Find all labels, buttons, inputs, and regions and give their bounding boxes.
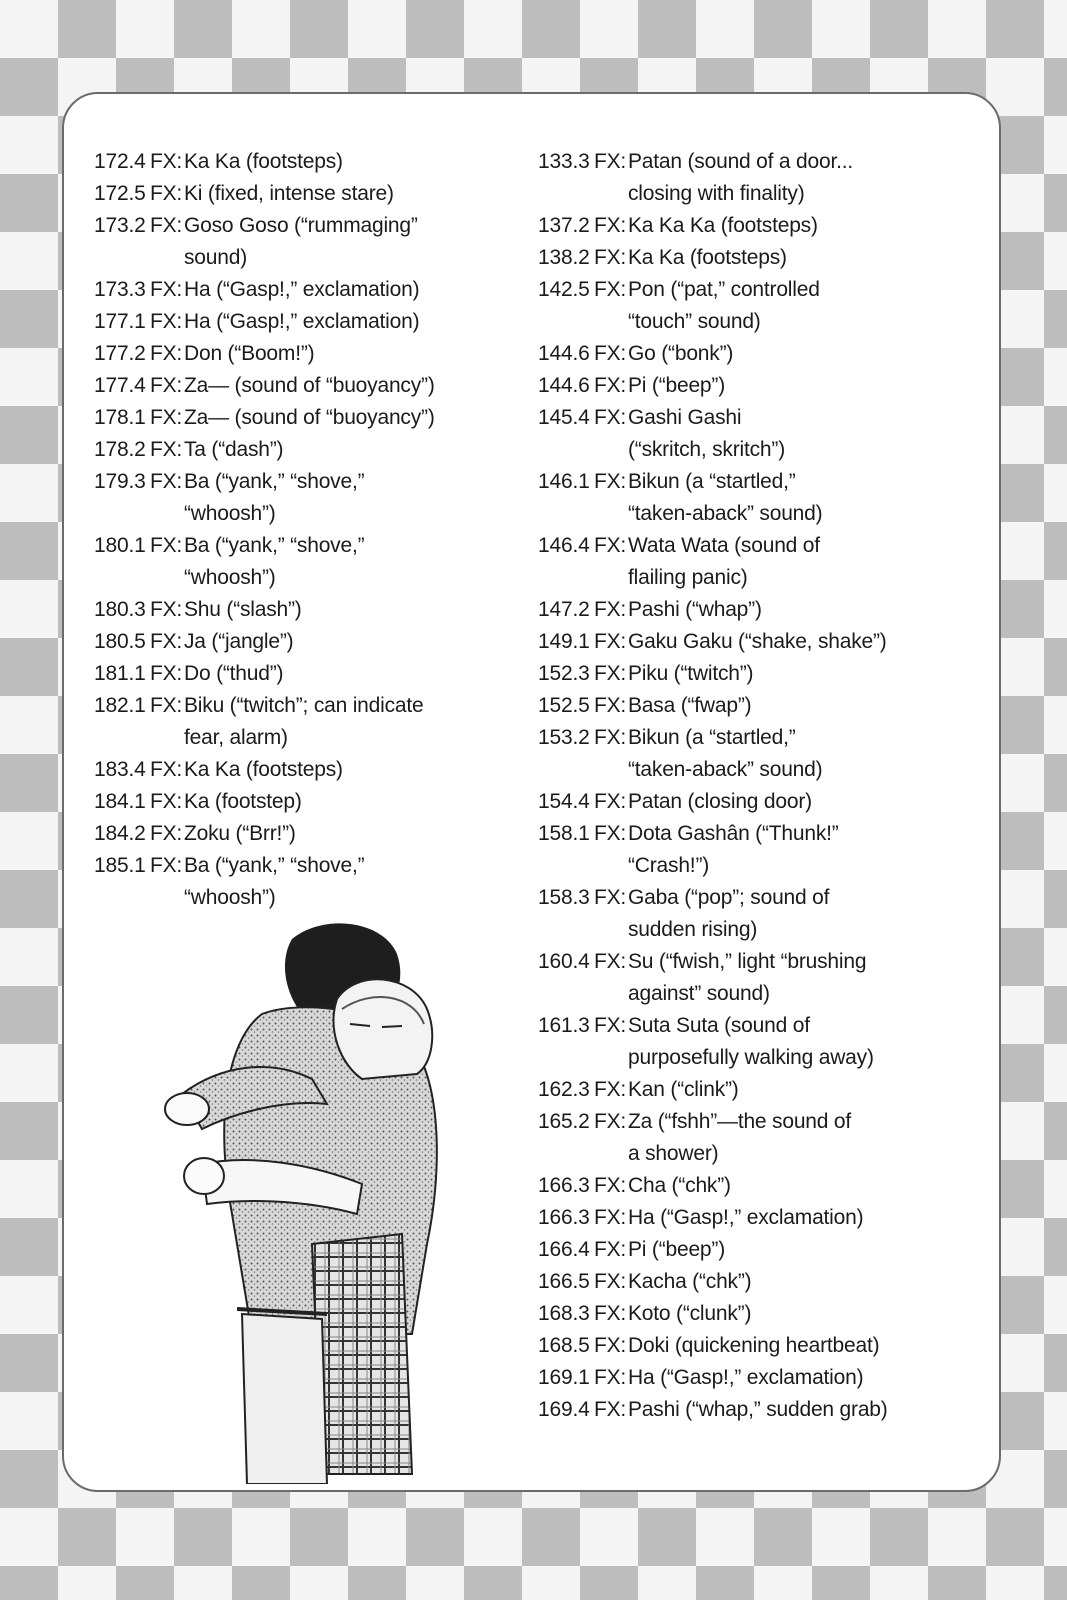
- fx-label: FX:: [594, 1366, 627, 1389]
- sound-effect-description: Cha (“chk”): [628, 1174, 731, 1197]
- page-panel-number: 177.1: [94, 310, 146, 333]
- fx-label: FX:: [594, 374, 627, 397]
- glossary-entry: [538, 1106, 988, 1170]
- fx-label: FX:: [594, 1014, 627, 1037]
- page-panel-number: 145.4: [538, 406, 590, 429]
- sound-effect-description: Za— (sound of “buoyancy”): [184, 374, 435, 397]
- page-panel-number: 173.3: [94, 278, 146, 301]
- page-panel-number: 138.2: [538, 246, 590, 269]
- fx-label: FX:: [150, 854, 183, 877]
- fx-label: FX:: [594, 342, 627, 365]
- glossary-entry: [94, 210, 504, 274]
- glossary-entry: [94, 626, 504, 658]
- glossary-entry: [538, 658, 988, 690]
- sound-effect-description: Wata Wata (sound of flailing panic): [628, 534, 820, 589]
- page-panel-number: 168.5: [538, 1334, 590, 1357]
- glossary-entry: [94, 306, 504, 338]
- sound-effect-description: Ka Ka Ka (footsteps): [628, 214, 818, 237]
- glossary-entry: [538, 818, 988, 882]
- right-column: [538, 146, 988, 1426]
- glossary-entry: [94, 146, 504, 178]
- sound-effect-description: Piku (“twitch”): [628, 662, 754, 685]
- glossary-entry: [538, 1330, 988, 1362]
- fx-label: FX:: [594, 534, 627, 557]
- sound-effect-description: Ka Ka (footsteps): [184, 150, 343, 173]
- glossary-entry: [94, 594, 504, 626]
- glossary-entry: [538, 1170, 988, 1202]
- fx-label: FX:: [150, 630, 183, 653]
- glossary-entry: [94, 530, 504, 594]
- page-panel-number: 177.4: [94, 374, 146, 397]
- sound-effect-description: Pashi (“whap”): [628, 598, 762, 621]
- fx-label: FX:: [594, 790, 627, 813]
- glossary-entry: [94, 466, 504, 530]
- fx-label: FX:: [594, 950, 627, 973]
- glossary-entry: [94, 850, 504, 914]
- fx-label: FX:: [150, 598, 183, 621]
- glossary-entry: [538, 274, 988, 338]
- left-column: [94, 146, 504, 914]
- fx-label: FX:: [150, 214, 183, 237]
- page-panel-number: 162.3: [538, 1078, 590, 1101]
- page-panel-number: 158.1: [538, 822, 590, 845]
- glossary-entry: [94, 402, 504, 434]
- glossary-entry: [94, 178, 504, 210]
- sound-effect-description: Ka (footstep): [184, 790, 302, 813]
- glossary-entry: [538, 786, 988, 818]
- fx-label: FX:: [150, 374, 183, 397]
- sound-effect-description: Kacha (“chk”): [628, 1270, 752, 1293]
- glossary-entry: [94, 434, 504, 466]
- fx-label: FX:: [594, 1078, 627, 1101]
- glossary-entry: [94, 690, 504, 754]
- page-panel-number: 146.4: [538, 534, 590, 557]
- sound-effect-description: Do (“thud”): [184, 662, 284, 685]
- sound-effect-description: Zoku (“Brr!”): [184, 822, 296, 845]
- glossary-card: [62, 92, 1001, 1492]
- page-panel-number: 177.2: [94, 342, 146, 365]
- sound-effect-description: Ki (fixed, intense stare): [184, 182, 394, 205]
- glossary-entry: [538, 946, 988, 1010]
- glossary-entry: [538, 210, 988, 242]
- fx-label: FX:: [594, 406, 627, 429]
- fx-label: FX:: [594, 1334, 627, 1357]
- sound-effect-description: Pashi (“whap,” sudden grab): [628, 1398, 888, 1421]
- glossary-entry: [538, 594, 988, 626]
- sound-effect-description: Gaba (“pop”; sound of sudden rising): [628, 886, 830, 941]
- glossary-entry: [538, 626, 988, 658]
- fx-label: FX:: [150, 790, 183, 813]
- page-panel-number: 179.3: [94, 470, 146, 493]
- page-panel-number: 165.2: [538, 1110, 590, 1133]
- page-panel-number: 180.3: [94, 598, 146, 621]
- sound-effect-description: Ha (“Gasp!,” exclamation): [184, 310, 420, 333]
- page-panel-number: 183.4: [94, 758, 146, 781]
- page-panel-number: 166.3: [538, 1174, 590, 1197]
- sound-effect-description: Biku (“twitch”; can indicate fear, alarm): [184, 694, 424, 749]
- fx-label: FX:: [594, 694, 627, 717]
- page-panel-number: 158.3: [538, 886, 590, 909]
- glossary-entry: [538, 1362, 988, 1394]
- fx-label: FX:: [150, 182, 183, 205]
- fx-label: FX:: [150, 150, 183, 173]
- page-panel-number: 178.1: [94, 406, 146, 429]
- page-panel-number: 152.5: [538, 694, 590, 717]
- page-panel-number: 169.1: [538, 1366, 590, 1389]
- fx-label: FX:: [594, 726, 627, 749]
- glossary-entry: [538, 402, 988, 466]
- sound-effect-description: Ta (“dash”): [184, 438, 284, 461]
- fx-label: FX:: [594, 662, 627, 685]
- page-panel-number: 166.3: [538, 1206, 590, 1229]
- sound-effect-description: Gashi Gashi (“skritch, skritch”): [628, 406, 785, 461]
- fx-label: FX:: [150, 662, 183, 685]
- sound-effect-description: Dota Gashân (“Thunk!” “Crash!”): [628, 822, 839, 877]
- page-panel-number: 184.1: [94, 790, 146, 813]
- page-panel-number: 137.2: [538, 214, 590, 237]
- glossary-entry: [538, 338, 988, 370]
- page-panel-number: 149.1: [538, 630, 590, 653]
- sound-effect-description: Basa (“fwap”): [628, 694, 752, 717]
- sound-effect-description: Go (“bonk”): [628, 342, 734, 365]
- fx-label: FX:: [594, 246, 627, 269]
- embrace-illustration: [112, 914, 492, 1484]
- glossary-entry: [538, 1394, 988, 1426]
- glossary-entry: [538, 1202, 988, 1234]
- fx-label: FX:: [594, 150, 627, 173]
- sound-effect-description: Ba (“yank,” “shove,” “whoosh”): [184, 854, 365, 909]
- glossary-entry: [538, 146, 988, 210]
- fx-label: FX:: [150, 438, 183, 461]
- sound-effect-description: Ja (“jangle”): [184, 630, 294, 653]
- page-panel-number: 180.1: [94, 534, 146, 557]
- sound-effect-description: Shu (“slash”): [184, 598, 302, 621]
- glossary-entry: [538, 690, 988, 722]
- glossary-entry: [538, 1298, 988, 1330]
- sound-effect-description: Za (“fshh”—the sound of a shower): [628, 1110, 852, 1165]
- glossary-entry: [94, 274, 504, 306]
- fx-label: FX:: [150, 694, 183, 717]
- page-panel-number: 178.2: [94, 438, 146, 461]
- page-panel-number: 168.3: [538, 1302, 590, 1325]
- glossary-entry: [538, 370, 988, 402]
- page-panel-number: 154.4: [538, 790, 590, 813]
- glossary-entry: [538, 722, 988, 786]
- glossary-entry: [94, 786, 504, 818]
- glossary-entry: [94, 370, 504, 402]
- sound-effect-description: Ha (“Gasp!,” exclamation): [628, 1366, 864, 1389]
- fx-label: FX:: [594, 214, 627, 237]
- glossary-entry: [94, 658, 504, 690]
- sound-effect-description: Patan (closing door): [628, 790, 812, 813]
- page-panel-number: 152.3: [538, 662, 590, 685]
- sound-effect-description: Bikun (a “startled,” “taken-aback” sound): [628, 470, 823, 525]
- fx-label: FX:: [594, 886, 627, 909]
- fx-label: FX:: [150, 342, 183, 365]
- fx-label: FX:: [594, 1110, 627, 1133]
- glossary-entry: [538, 882, 988, 946]
- fx-label: FX:: [594, 470, 627, 493]
- sound-effect-description: Ba (“yank,” “shove,” “whoosh”): [184, 470, 365, 525]
- page-panel-number: 144.6: [538, 342, 590, 365]
- page-panel-number: 153.2: [538, 726, 590, 749]
- fx-label: FX:: [150, 406, 183, 429]
- glossary-entry: [94, 818, 504, 850]
- sound-effect-description: Ha (“Gasp!,” exclamation): [184, 278, 420, 301]
- fx-label: FX:: [594, 1270, 627, 1293]
- glossary-entry: [538, 466, 988, 530]
- fx-label: FX:: [594, 1174, 627, 1197]
- sound-effect-description: Doki (quickening heartbeat): [628, 1334, 880, 1357]
- page-panel-number: 166.4: [538, 1238, 590, 1261]
- glossary-entry: [538, 242, 988, 274]
- sound-effect-description: Ka Ka (footsteps): [628, 246, 787, 269]
- fx-label: FX:: [150, 470, 183, 493]
- glossary-entry: [538, 1010, 988, 1074]
- page-panel-number: 147.2: [538, 598, 590, 621]
- sound-effect-description: Su (“fwish,” light “brushing against” sound): [628, 950, 867, 1005]
- fx-label: FX:: [594, 278, 627, 301]
- sound-effect-description: Bikun (a “startled,” “taken-aback” sound): [628, 726, 823, 781]
- page-panel-number: 182.1: [94, 694, 146, 717]
- sound-effect-description: Pon (“pat,” controlled “touch” sound): [628, 278, 820, 333]
- page-panel-number: 173.2: [94, 214, 146, 237]
- fx-label: FX:: [150, 310, 183, 333]
- page-panel-number: 166.5: [538, 1270, 590, 1293]
- sound-effect-description: Goso Goso (“rummaging” sound): [184, 214, 418, 269]
- glossary-entry: [94, 754, 504, 786]
- sound-effect-description: Koto (“clunk”): [628, 1302, 752, 1325]
- fx-label: FX:: [594, 1206, 627, 1229]
- page-panel-number: 184.2: [94, 822, 146, 845]
- sound-effect-description: Za— (sound of “buoyancy”): [184, 406, 435, 429]
- fx-label: FX:: [594, 1302, 627, 1325]
- page-panel-number: 172.4: [94, 150, 146, 173]
- fx-label: FX:: [594, 822, 627, 845]
- glossary-entry: [538, 1234, 988, 1266]
- page-panel-number: 144.6: [538, 374, 590, 397]
- sound-effect-description: Patan (sound of a door... closing with finality): [628, 150, 853, 205]
- sound-effect-description: Pi (“beep”): [628, 374, 725, 397]
- fx-label: FX:: [150, 278, 183, 301]
- page-panel-number: 185.1: [94, 854, 146, 877]
- sound-effect-description: Don (“Boom!”): [184, 342, 315, 365]
- page-panel-number: 142.5: [538, 278, 590, 301]
- glossary-entry: [538, 530, 988, 594]
- glossary-entry: [538, 1266, 988, 1298]
- fx-label: FX:: [594, 1398, 627, 1421]
- sound-effect-description: Ba (“yank,” “shove,” “whoosh”): [184, 534, 365, 589]
- page-panel-number: 133.3: [538, 150, 590, 173]
- fx-label: FX:: [150, 822, 183, 845]
- glossary-entry: [94, 338, 504, 370]
- sound-effect-description: Ha (“Gasp!,” exclamation): [628, 1206, 864, 1229]
- page-panel-number: 181.1: [94, 662, 146, 685]
- sound-effect-description: Ka Ka (footsteps): [184, 758, 343, 781]
- glossary-entry: [538, 1074, 988, 1106]
- page-panel-number: 169.4: [538, 1398, 590, 1421]
- sound-effect-description: Suta Suta (sound of purposefully walking away): [628, 1014, 874, 1069]
- fx-label: FX:: [150, 534, 183, 557]
- fx-label: FX:: [594, 598, 627, 621]
- sound-effect-description: Gaku Gaku (“shake, shake”): [628, 630, 887, 653]
- page-panel-number: 180.5: [94, 630, 146, 653]
- sound-effect-description: Kan (“clink”): [628, 1078, 739, 1101]
- page-panel-number: 161.3: [538, 1014, 590, 1037]
- sound-effect-description: Pi (“beep”): [628, 1238, 725, 1261]
- fx-label: FX:: [150, 758, 183, 781]
- page-panel-number: 172.5: [94, 182, 146, 205]
- fx-label: FX:: [594, 630, 627, 653]
- page-panel-number: 146.1: [538, 470, 590, 493]
- page-panel-number: 160.4: [538, 950, 590, 973]
- fx-label: FX:: [594, 1238, 627, 1261]
